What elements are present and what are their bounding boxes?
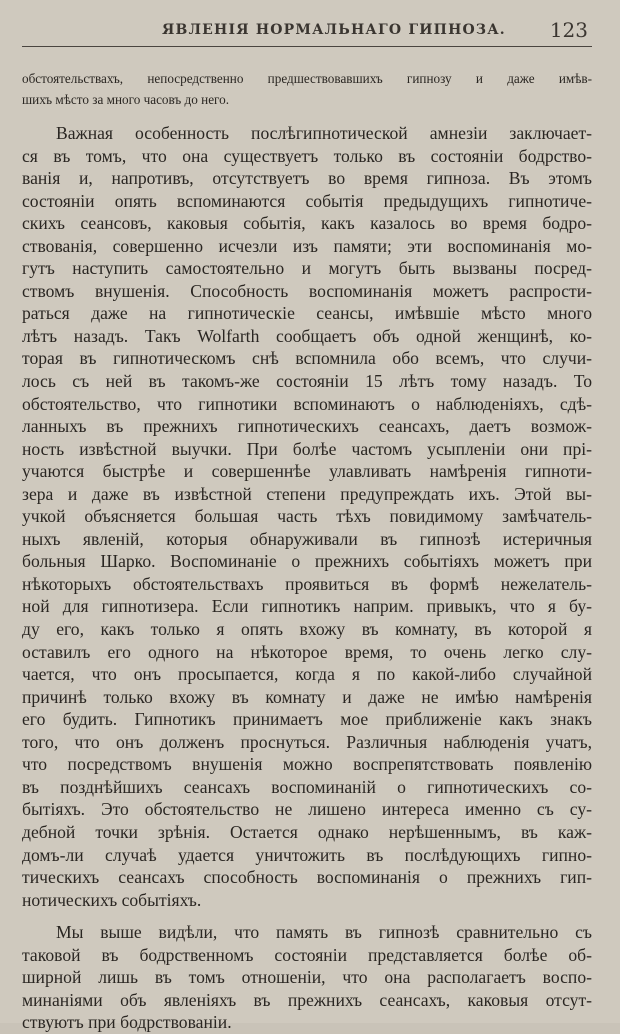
text-line: въ позднѣйшихъ сеансахъ воспоминаній о гипнотическихъ со- bbox=[22, 776, 592, 797]
text-line: ныхъ явленій, которыя обнаруживали въ гипнозѣ истеричныя bbox=[22, 528, 592, 549]
paragraph-memory bbox=[22, 921, 592, 1034]
text-line: дебной точки зрѣнія. Остается однако нерѣшеннымъ, въ каж- bbox=[22, 821, 592, 842]
paragraph-continuation bbox=[22, 69, 592, 110]
text-line: шихъ мѣсто за много часовъ до него. bbox=[22, 91, 230, 107]
text-line: зера и даже въ извѣстной степени предупреждать ихъ. Этой вы- bbox=[22, 483, 592, 504]
page-number: 123 bbox=[549, 18, 588, 42]
text-line: бытіяхъ. Это обстоятельство не лишено интереса именно съ су- bbox=[22, 799, 592, 820]
text-line: ной для гипнотизера. Если гипнотикъ наприм. привыкъ, что я бу- bbox=[22, 596, 592, 617]
text-line: ду его, какъ только я опять вхожу въ комнату, въ которой я bbox=[22, 619, 592, 640]
text-line: обстоятельствахъ, непосредственно предшествовавшихъ гипнозу и даже имѣв- bbox=[22, 71, 592, 86]
text-line: нѣкоторыхъ обстоятельствахъ проявиться въ формѣ нежелатель- bbox=[22, 573, 592, 594]
text-line: гутъ наступить самостоятельно и могутъ быть вызваны посред- bbox=[22, 258, 592, 279]
text-line: Мы выше видѣли, что память въ гипнозѣ сравнительно съ bbox=[56, 922, 592, 943]
text-line: торая въ гипнотическомъ снѣ вспомнила обо всемъ, что случи- bbox=[22, 348, 592, 369]
text-line: ся въ томъ, что она существуетъ только въ состояніи бодрство- bbox=[22, 145, 592, 166]
text-line: оставилъ его одного на нѣкоторое время, то очень легко слу- bbox=[22, 641, 592, 662]
text-line: раться даже на гипнотическіе сеансы, имѣвшіе мѣсто много bbox=[22, 303, 592, 324]
body-text bbox=[22, 47, 592, 1034]
text-line: нотическихъ событіяхъ. bbox=[22, 889, 202, 910]
text-line: больныя Шарко. Воспоминаніе о прежнихъ событіяхъ можетъ при bbox=[22, 551, 592, 572]
text-line: ланныхъ въ прежнихъ гипнотическихъ сеансахъ, даетъ возмож- bbox=[22, 416, 592, 437]
text-line: таковой въ бодрственномъ состояніи представляется болѣе об- bbox=[22, 944, 592, 965]
text-line: тическихъ сеансахъ способность воспоминанія о прежнихъ гип- bbox=[22, 867, 592, 888]
text-line: ванія и, напротивъ, отсутствуетъ во время гипноза. Въ этомъ bbox=[22, 168, 592, 189]
text-line: ствованія, совершенно исчезли изъ памяти; эти воспоминанія мо- bbox=[22, 235, 592, 256]
text-line: Важная особенность послѣгипнотической амнезіи заключает- bbox=[56, 123, 592, 143]
text-line: минаніями объ явленіяхъ въ прежнихъ сеансахъ, каковыя отсут- bbox=[22, 989, 592, 1010]
text-line: того, что онъ долженъ проснуться. Различныя наблюденія учатъ, bbox=[22, 731, 592, 752]
page-header bbox=[22, 0, 592, 47]
text-line: обстоятельство, что гипнотики вспоминаютъ о наблюденіяхъ, сдѣ- bbox=[22, 393, 592, 414]
text-line: его будить. Гипнотикъ принимаетъ мое приближеніе какъ знакъ bbox=[22, 709, 592, 730]
text-line: что посредствомъ внушенія можно воспрепятствовать появленію bbox=[22, 754, 592, 775]
text-line: ширной лишь въ томъ отношеніи, что она располагаетъ воспо- bbox=[22, 967, 592, 988]
text-line: учкой объясняется большая часть тѣхъ повидимому замѣчатель- bbox=[22, 506, 592, 527]
text-line: лѣтъ назадъ. Такъ Wolfarth сообщаетъ объ одной женщинѣ, ко- bbox=[22, 325, 592, 346]
paragraph-amnesia bbox=[22, 122, 592, 911]
text-line: причинѣ только вхожу въ комнату и даже не имѣю намѣренія bbox=[22, 686, 592, 707]
text-line: ность извѣстной выучки. При болѣе частомъ усыпленіи они прі- bbox=[22, 438, 592, 459]
text-line: ствомъ внушенія. Способность воспоминанія можетъ распрости- bbox=[22, 280, 592, 301]
text-line: ствуютъ при бодрствованіи. bbox=[22, 1012, 232, 1033]
text-line: учаются быстрѣе и совершеннѣе улавливать намѣренія гипноти- bbox=[22, 461, 592, 482]
text-line: скихъ сеансовъ, каковыя событія, какъ казалось во время бодро- bbox=[22, 213, 592, 234]
text-line: лось съ ней въ такомъ-же состояніи 15 лѣтъ тому назадъ. То bbox=[22, 371, 592, 392]
running-title: ЯВЛЕНІЯ НОРМАЛЬНАГО ГИПНОЗА. bbox=[162, 22, 506, 38]
text-line: домъ-ли случаѣ удается уничтожить въ послѣдующихъ гипно- bbox=[22, 844, 592, 865]
text-line: чается, что онъ просыпается, когда я по какой-либо случайной bbox=[22, 664, 592, 685]
text-line: состояніи опять вспоминаются событія предыдущихъ гипнотиче- bbox=[22, 190, 592, 211]
